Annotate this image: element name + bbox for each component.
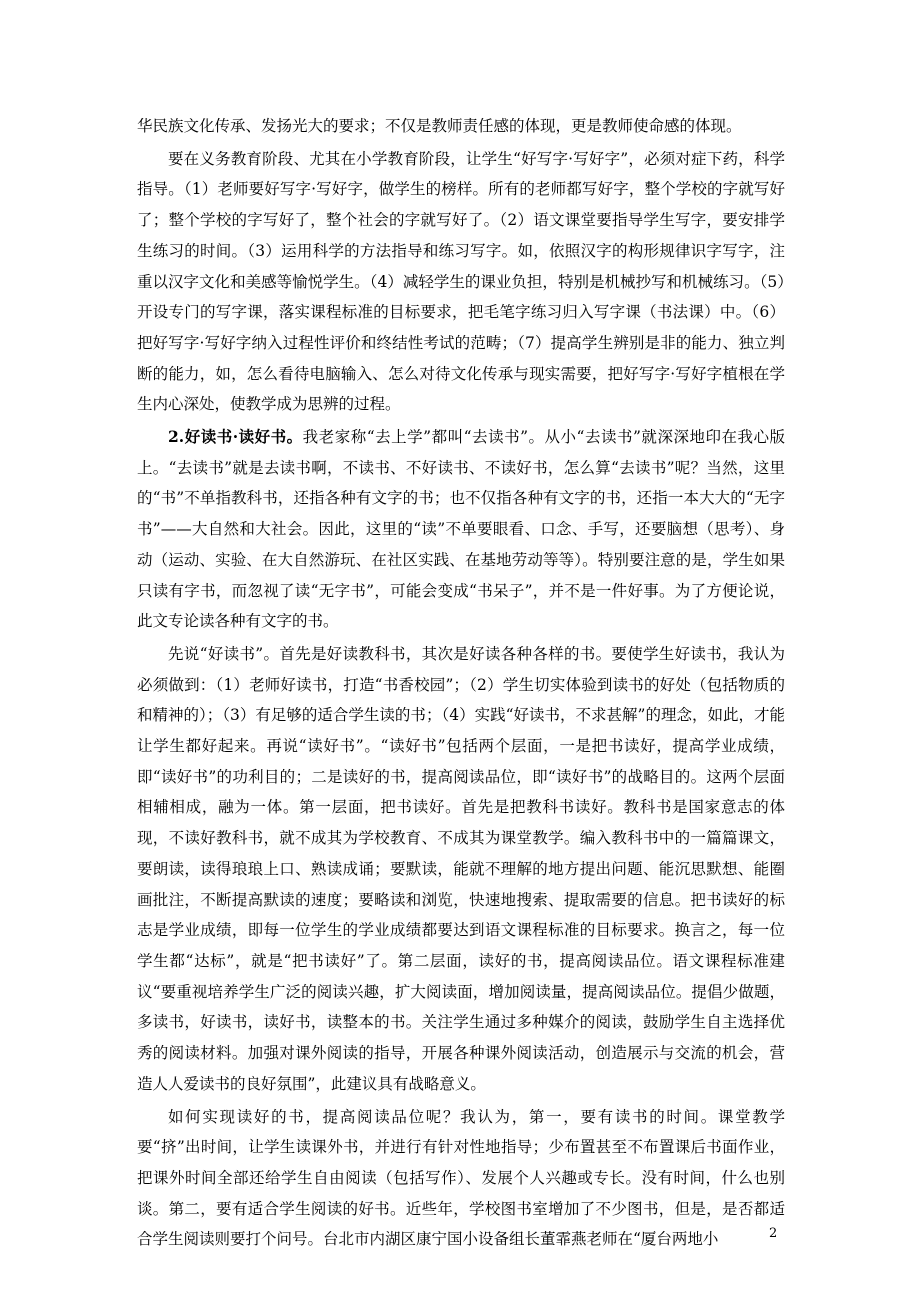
document-page xyxy=(137,111,785,1255)
section-body: 我老家称“去上学”都叫“去读书”。从小“去读书”就深深地印在我心版上。“去读书”就是去读书啊，不读书、不好读书、不读好书，怎么算“去读书”呢？当然，这里的“书”不单指教科书，还指各种有文字的书；也不仅指各种有文字的书，还指一本大大的“无字书”——大自然和大社会。因此，这里的“读”不单要眼看、口念、手写，还要脑想（思考）、身动（运动、实验、在大自然游玩、在社区实践、在基地劳动等等）。特别要注意的是，学生如果只读有字书，而忽视了读“无字书”，可能会变成“书呆子”，并不是一件好事。为了方便论说，此文专论读各种有文字的书。 xyxy=(137,428,786,631)
paragraph-writing-guidance: 要在义务教育阶段、尤其在小学教育阶段，让学生“好写字·写好字”，必须对症下药，科学指导。（1）老师要好写字·写好字，做学生的榜样。所有的老师都写好字，整个学校的字就写好了；整个学校的字写好了，整个社会的字就写好了。（2）语文课堂要指导学生写字，要安排学生练习的时间。（3）运用科学的方法指导和练习写字。如，依照汉字的构形规律识字写字，注重以汉字文化和美感等愉悦学生。（4）减轻学生的课业负担，特别是机械抄写和机械练习。（5）开设专门的写字课，落实课程标准的目标要求，把毛笔字练习归入写字课（书法课）中。（6）把好写字·写好字纳入过程性评价和终结性考试的范畴；（7）提高学生辨别是非的能力、独立判断的能力，如，怎么看待电脑输入、怎么对待文化传承与现实需要，把好写字·写好字植根在学生内心深处，使教学成为思辨的过程。 xyxy=(137,149,785,414)
paragraph-reading-section xyxy=(137,422,785,637)
section-heading: 2.好读书·读好书。 xyxy=(168,427,303,447)
page-number: 2 xyxy=(769,1226,778,1241)
paragraph-continuation: 华民族文化传承、发扬光大的要求；不仅是教师责任感的体现，更是教师使命感的体现。 xyxy=(137,117,742,135)
paragraph-love-reading: 先说“好读书”。首先是好读教科书，其次是好读各种各样的书。要使学生好读书，我认为必须做到：（1）老师好读书，打造“书香校园”；（2）学生切实体验到读书的好处（包括物质的和精神的）；（3）有足够的适合学生读的书；（4）实践“好读书，不求甚解”的理念，如此，才能让学生都好起来。再说“读好书”。“读好书”包括两个层面，一是把书读好，提高学业成绩，即“读好书”的功利目的；二是读好的书，提高阅读品位，即“读好书”的战略目的。这两个层面相辅相成，融为一体。第一层面，把书读好。首先是把教科书读好。教科书是国家意志的体现，不读好教科书，就不成其为学校教育、不成其为课堂教学。编入教科书中的一篇篇课文，要朗读，读得琅琅上口、熟读成诵；要默读，能就不理解的地方提出问题、能沉思默想、能圈画批注，不断提高默读的速度；要略读和浏览，快速地搜索、提取需要的信息。把书读好的标志是学业成绩，即每一位学生的学业成绩都要达到语文课程标准的目标要求。换言之，每一位学生都“达标”，就是“把书读好”了。第二层面，读好的书，提高阅读品位。语文课程标准建议“要重视培养学生广泛的阅读兴趣，扩大阅读面，增加阅读量，提高阅读品位。提倡少做题，多读书，好读书，读好书，读整本的书。关注学生通过多种媒介的阅读，鼓励学生自主选择优秀的阅读材料。加强对课外阅读的指导，开展各种课外阅读活动，创造展示与交流的机会，营造人人爱读书的良好氛围”，此建议具有战略意义。 xyxy=(137,644,785,1093)
paragraph-how-to-read: 如何实现读好的书，提高阅读品位呢？我认为，第一，要有读书的时间。课堂教学要“挤”出时间，让学生读课外书，并进行有针对性地指导；少布置甚至不布置课后书面作业，把课外时间全部还给学生自由阅读（包括写作）、发展个人兴趣或专长。没有时间，什么也别谈。第二，要有适合学生阅读的好书。近些年，学校图书室增加了不少图书，但是，是否都适合学生阅读则要打个问号。台北市内湖区康宁国小设备组长董霏燕老师在“厦台两地小 xyxy=(137,1107,785,1249)
